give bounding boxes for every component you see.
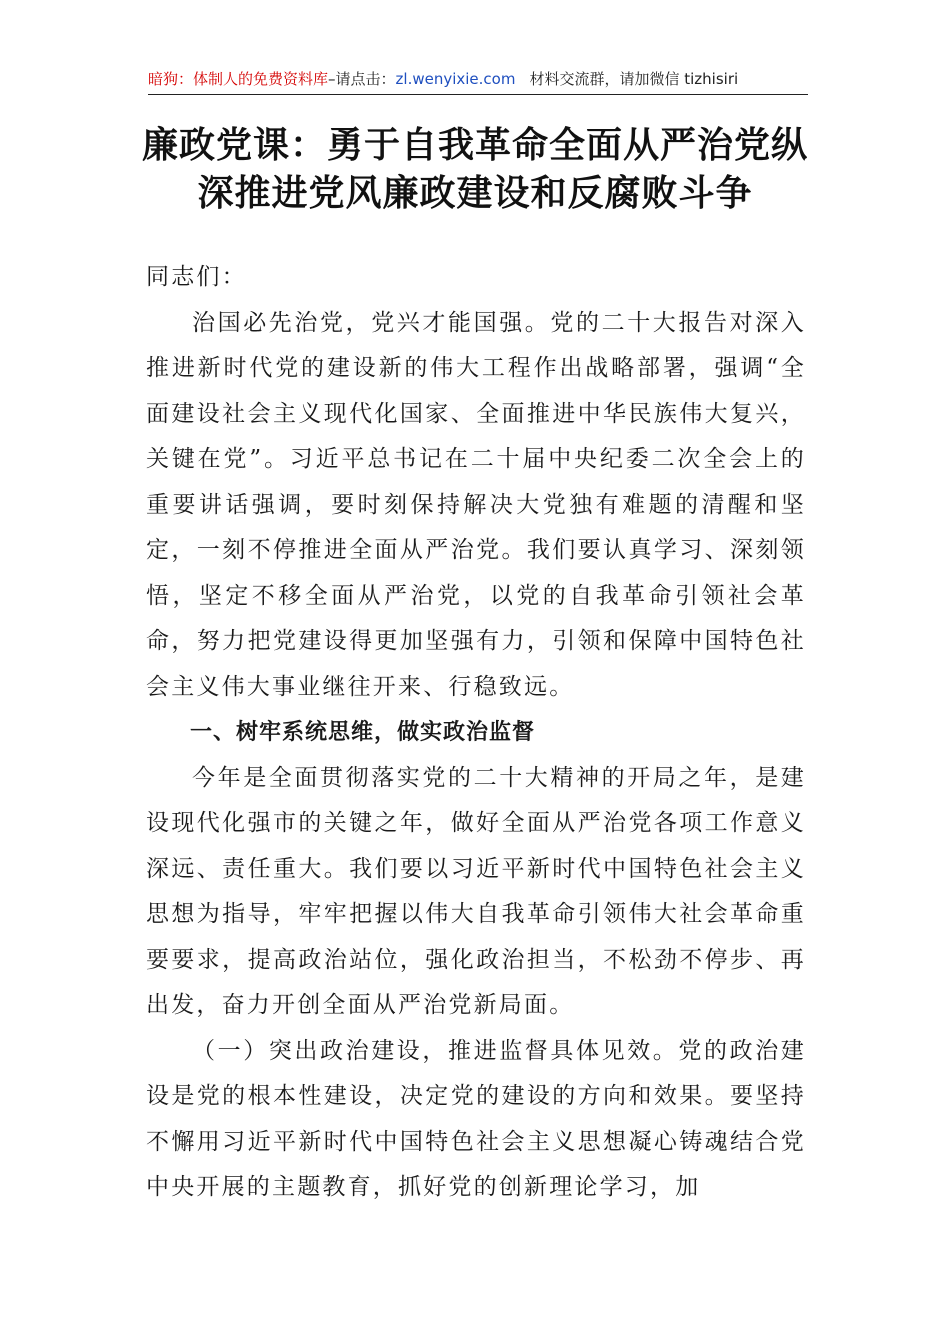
title-line-2: 深推进党风廉政建设和反腐败斗争 [197, 173, 753, 214]
header-wechat-note: 材料交流群，请加微信 tizhisiri [529, 70, 739, 88]
document-title [100, 122, 850, 218]
header-url-link[interactable]: zl.wenyixie.com [395, 70, 516, 88]
section-heading-1: 一、树牢系统思维，做实政治监督 [190, 720, 536, 745]
paragraph-2: 今年是全面贯彻落实党的二十大精神的开局之年，是建设现代化强市的关键之年，做好全面从严治党各项工作意义深远、责任重大。我们要以习近平新时代中国特色社会主义思想为指导，牢牢把握以伟大自我革命引领伟大社会革命重要要求，提高政治站位，强化政治担当，不松劲不停步、再出发，奋力开创全面从严治党新局面。 [146, 764, 806, 1018]
paragraph-1: 治国必先治党，党兴才能国强。党的二十大报告对深入推进新时代党的建设新的伟大工程作出战略部署，强调“全面建设社会主义现代化国家、全面推进中华民族伟大复兴，关键在党”。习近平总书记在二十届中央纪委二次全会上的重要讲话强调，要时刻保持解决大党独有难题的清醒和坚定，一刻不停推进全面从严治党。我们要认真学习、深刻领悟，坚定不移全面从严治党，以党的自我革命引领社会革命，努力把党建设得更加坚强有力，引领和保障中国特色社会主义伟大事业继往开来、行稳致远。 [146, 309, 806, 700]
header-separator: –请点击： [328, 70, 396, 88]
paragraph-3: （一）突出政治建设，推进监督具体见效。党的政治建设是党的根本性建设，决定党的建设的方向和效果。要坚持不懈用习近平新时代中国特色社会主义思想凝心铸魂结合党中央开展的主题教育，抓好党的创新理论学习，加 [146, 1037, 806, 1200]
salutation: 同志们： [146, 264, 247, 290]
document-body [146, 255, 806, 1211]
title-line-1: 廉政党课：勇于自我革命全面从严治党纵 [141, 125, 808, 166]
header-bar [148, 68, 808, 95]
header-promo: 暗狗：体制人的免费资料库 [148, 70, 329, 88]
